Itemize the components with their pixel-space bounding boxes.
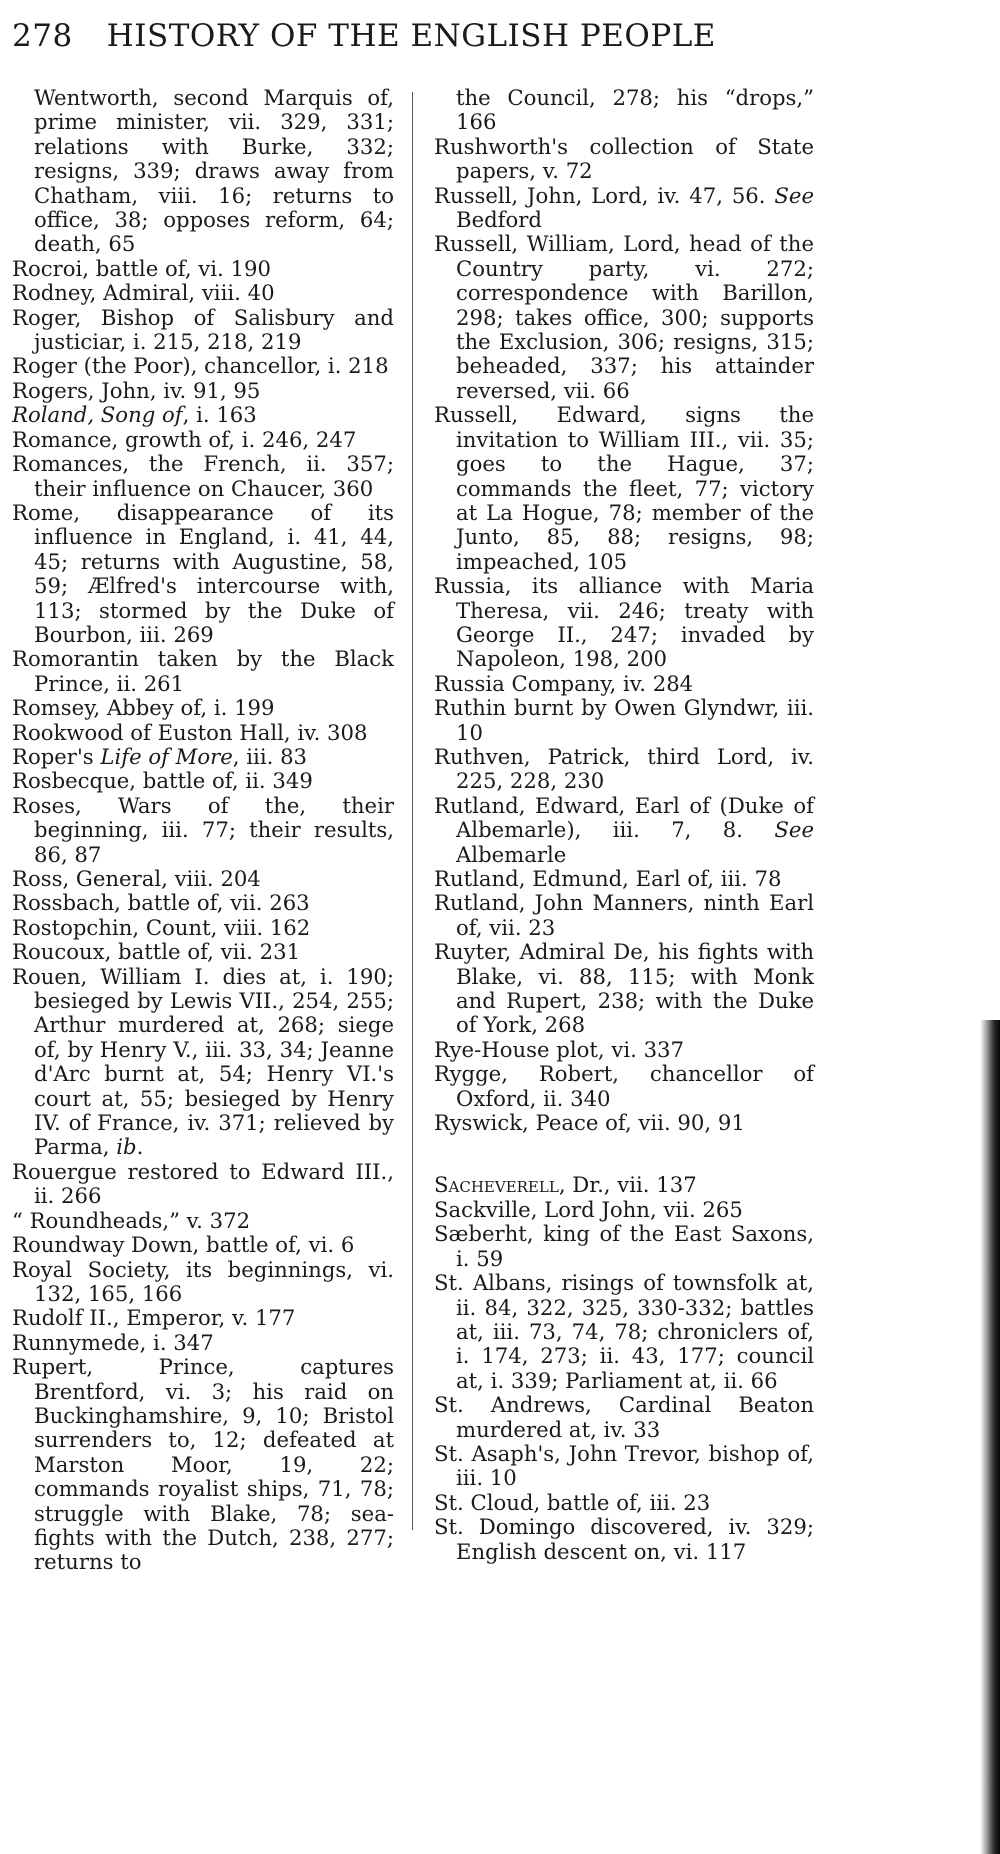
- index-entry: Ross, General, viii. 204: [12, 866, 261, 891]
- index-entry-continued: the Council, 278; his “drops,” 166: [456, 85, 814, 135]
- index-entry: Rodney, Admiral, viii. 40: [12, 280, 275, 306]
- page-number: 278: [12, 18, 73, 54]
- column-divider: [412, 92, 413, 1530]
- index-entry: Rutland, Edmund, Earl of, iii. 78: [434, 866, 782, 891]
- index-entry: Rupert, Prince, captures Brentford, vi. 3; his raid on Buckinghamshire, 9, 10; Bristol surrenders to, 12; defeated at Marston Moor, 19, 22; commands royalist ships, 71, 78; struggle with Blake, 78; sea-fights with the Dutch, 238, 277; returns to: [12, 1354, 394, 1575]
- index-entry: St. Andrews, Cardinal Beaton murdered at, iv. 33: [434, 1392, 814, 1442]
- index-entry: Rocroi, battle of, vi. 190: [12, 255, 271, 281]
- index-entry: Ruthin burnt by Owen Glyndwr, iii. 10: [434, 695, 814, 745]
- index-entry: Roger (the Poor), chancellor, i. 218: [12, 353, 389, 379]
- index-entry: Romsey, Abbey of, i. 199: [12, 695, 275, 721]
- index-entry: Runnymede, i. 347: [12, 1329, 214, 1355]
- index-column-left: [12, 86, 394, 1575]
- index-entry: Rosbecque, battle of, ii. 349: [12, 768, 313, 794]
- index-entry: Rye-House plot, vi. 337: [434, 1036, 685, 1062]
- index-entry: Rogers, John, iv. 91, 95: [12, 377, 261, 403]
- index-entry: Rostopchin, Count, viii. 162: [12, 914, 311, 940]
- index-entry-continued: Wentworth, second Marquis of, prime minister, vii. 329, 331; relations with Burke, 332; resigns, 339; draws away from Chatham, viii. 16; returns to office, 38; opposes reform, 64; death, 65: [34, 85, 394, 257]
- index-entry: Rome, disappearance of its influence in England, i. 41, 44, 45; returns with Augustine, 58, 59; Ælfred's intercourse with, 113; stormed by the Duke of Bourbon, iii. 269: [12, 499, 394, 647]
- index-entry: Rudolf II., Emperor, v. 177: [12, 1305, 296, 1331]
- index-entry: Royal Society, its beginnings, vi. 132, 165, 166: [12, 1256, 394, 1306]
- page-header: [12, 18, 852, 54]
- index-entry: Roucoux, battle of, vii. 231: [12, 939, 301, 965]
- index-entry: Rushworth's collection of State papers, v. 72: [434, 133, 814, 184]
- index-entry: Rouergue restored to Edward III., ii. 266: [12, 1158, 394, 1209]
- index-entry: Rutland, John Manners, ninth Earl of, vii. 23: [434, 890, 814, 940]
- index-column-right: [434, 86, 814, 1564]
- index-entry: Sæberht, king of the East Saxons, i. 59: [434, 1221, 814, 1271]
- index-entry: Roses, Wars of the, their beginning, iii. 77; their results, 86, 87: [12, 792, 394, 867]
- index-entry: Romances, the French, ii. 357; their influence on Chaucer, 360: [12, 451, 394, 501]
- index-entry: Roundway Down, battle of, vi. 6: [12, 1232, 355, 1258]
- index-entry: “ Roundheads,” v. 372: [12, 1207, 251, 1233]
- index-entry: Russia, its alliance with Maria Theresa, vii. 246; treaty with George II., 247; invaded by Napoleon, 198, 200: [434, 573, 814, 672]
- index-entry: Rutland, Edward, Earl of (Duke of Albemarle), iii. 7, 8. See Albemarle: [434, 792, 814, 867]
- index-entry: St. Albans, risings of townsfolk at, ii. 84, 322, 325, 330-332; battles at, iii. 73, 74, 78; chroniclers of, i. 174, 273; ii. 43, 177; council at, i. 339; Parliament at, ii. 66: [434, 1270, 814, 1393]
- index-entry: Russell, William, Lord, head of the Country party, vi. 272; correspondence with Barillon, 298; takes office, 300; supports the Exclusion, 306; resigns, 315; beheaded, 337; his attainder reversed, vii. 66: [434, 231, 814, 403]
- index-entry: Rouen, William I. dies at, i. 190; besieged by Lewis VII., 254, 255; Arthur murdered at, 268; siege of, by Henry V., iii. 33, 34; Jeanne d'Arc burnt at, 54; Henry VI.'s court at, 55; besieged by Henry IV. of France, iv. 371; relieved by Parma, ib.: [12, 963, 394, 1160]
- index-entry: Roger, Bishop of Salisbury and justiciar, i. 215, 218, 219: [12, 304, 394, 355]
- index-entry: Roper's Life of More, iii. 83: [12, 743, 308, 769]
- index-entry: Russell, Edward, signs the invitation to William III., vii. 35; goes to the Hague, 37; commands the fleet, 77; victory at La Hogue, 78; member of the Junto, 85, 88; resigns, 98; impeached, 105: [434, 402, 814, 574]
- index-entry: Ryswick, Peace of, vii. 90, 91: [434, 1110, 745, 1136]
- index-entry: Roland, Song of, i. 163: [12, 402, 257, 428]
- index-entry: Russia Company, iv. 284: [434, 670, 694, 696]
- index-entry: Sacheverell, Dr., vii. 137: [434, 1172, 697, 1198]
- index-entry: St. Cloud, battle of, iii. 23: [434, 1489, 711, 1515]
- running-title: HISTORY OF THE ENGLISH PEOPLE: [106, 18, 716, 54]
- index-entry: Ruyter, Admiral De, his fights with Blake, vi. 88, 115; with Monk and Rupert, 238; with the Duke of York, 268: [434, 939, 814, 1038]
- index-entry: Rossbach, battle of, vii. 263: [12, 890, 310, 916]
- index-entry: St. Asaph's, John Trevor, bishop of, iii. 10: [434, 1440, 814, 1491]
- index-entry: Romorantin taken by the Black Prince, ii. 261: [12, 646, 394, 696]
- index-entry: Rookwood of Euston Hall, iv. 308: [12, 719, 368, 745]
- page-edge-shadow: [980, 1020, 1000, 1854]
- index-entry: Ruthven, Patrick, third Lord, iv. 225, 228, 230: [434, 743, 814, 794]
- index-entry: St. Domingo discovered, iv. 329; English descent on, vi. 117: [434, 1514, 814, 1564]
- index-entry: Rygge, Robert, chancellor of Oxford, ii. 340: [434, 1061, 814, 1111]
- index-entry: Romance, growth of, i. 246, 247: [12, 426, 357, 452]
- index-entry: Russell, John, Lord, iv. 47, 56. See Bedford: [434, 182, 814, 233]
- index-entry: Sackville, Lord John, vii. 265: [434, 1196, 743, 1222]
